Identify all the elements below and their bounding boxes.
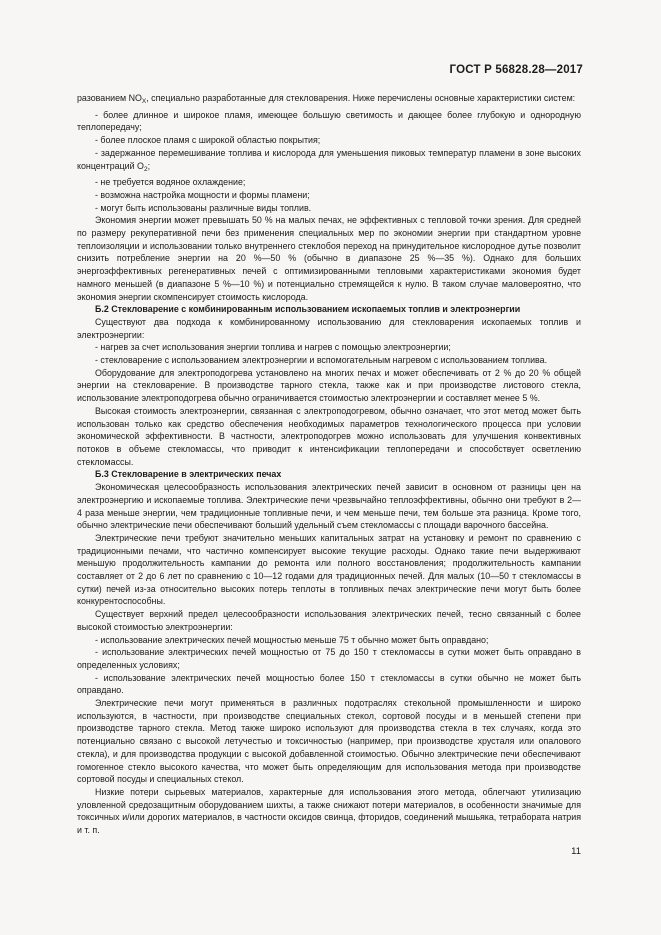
paragraph: Электрические печи требуют значительно меньших капитальных затрат на установку и ремонт по сравнению с традиционными печами, что частично компенсирует высокие текущие расходы. Однако такие печи выдерживают меньшую продолжительность кампании до ремонта или полного восстановления; продолжительность кампании составляет от 2 до 6 лет по сравнению с 10—12 годами для традиционных печей. Для малых (10—50 т стекломассы в сутки) печей из-за относительно высоких потерь теплоты в топливных печах электрические печи могут быть более конкурентоспособны.: [77, 532, 581, 607]
list-item: - использование электрических печей мощностью от 75 до 150 т стекломассы в сутки может быть оправдано в определенных условиях;: [77, 647, 581, 670]
section-heading: Б.3 Стекловарение в электрических печах: [95, 469, 282, 480]
list-item: - использование электрических печей мощностью меньше 75 т обычно может быть оправдано;: [95, 634, 489, 645]
paragraph: Экономия энергии может превышать 50 % на малых печах, не эффективных с тепловой точки зрения. Для средней по размеру рекуперативной печи без применения специальных мер по экономии энергии при стандартном уровне теплоизоляции и использовании только внутреннего стеклобоя переход на принудительное кислородное дутье позволит снизить потребление энергии на 20 %—50 % (обычно в диапазоне 25 %—35 %). Однако для больших энергоэффективных регенеративных печей с оптимизированными тепловыми характеристиками экономия будет намного меньшей (в диапазоне 5 %—10 %) и потенциально стремящейся к нулю. В таком случае маловероятно, что экономия энергии скомпенсирует стоимость кислорода.: [77, 215, 581, 302]
paragraph: [77, 92, 581, 109]
text-fragment: , специально разработанные для стекловарения. Ниже перечислены основные характеристики систем:: [146, 93, 576, 103]
text-fragment: разованием NO: [77, 93, 142, 103]
paragraph: Электрические печи могут применяться в различных подотраслях стекольной промышленности и широко используются, в частности, при производстве специальных стекол, сортовой посуды и в меньшей степени при производстве тарного стекла. Метод также широко используют для производства стекла в тех случаях, когда это потенциально связано с высокой летучестью и токсичностью (например, при производстве хрусталя или опалового стекла), и для производства продукции с высокой добавленной стоимостью. Обычно электрические печи обеспечивают гомогенное стекло высокого качества, что может быть определяющим для использования метода при производстве сортовой посуды и специальных стекол.: [77, 698, 581, 785]
paragraph: Существуют два подхода к комбинированному использованию для стекловарения ископаемых топлив и электроэнергии:: [77, 316, 581, 340]
paragraph: Оборудование для электроподогрева установлено на многих печах и может обеспечивать от 2 % до 20 % общей энергии на стекловарение. В производстве тарного стекла, также как и при производстве листового стекла, использование электроподогрева обычно ограничивается стоимостью электроэнергии и составляет менее 5 %.: [77, 367, 581, 404]
list-item: - использование электрических печей мощностью более 150 т стекломассы в сутки обычно не может быть оправдано.: [77, 672, 581, 696]
text-fragment: ;: [147, 160, 151, 171]
list-item: - нагрев за счет использования энергии топлива и нагрев с помощью электроэнергии;: [95, 342, 451, 353]
document-header: ГОСТ Р 56828.28—2017: [449, 64, 583, 76]
paragraph: Экономическая целесообразность использования электрических печей зависит в основном от разницы цен на электроэнергию и ископаемые топлива. Электрические печи чрезвычайно теплоэффективны, обычно они требуют в 2—4 раза меньше энергии, чем традиционные топливные печи, и чем меньше печи, тем больше эта разница. Кроме того, обычно электрические печи обеспечивают больший удельный съем стекломассы с площади варочного бассейна.: [77, 482, 581, 531]
text-fragment: - задержанное перемешивание топлива и кислорода для уменьшения пиковых температур пламени в зоне высоких концентраций O: [77, 147, 581, 171]
list-item: - стекловарение с использованием электроэнергии и вспомогательным нагревом с использованием топлива.: [95, 355, 548, 366]
list-item: [77, 147, 581, 176]
paragraph: Низкие потери сырьевых материалов, характерные для использования этого метода, облегчают утилизацию уловленной средозащитным оборудованием шихты, а также снижают потери материалов, в особенности значимые для токсичных и/или дорогих материалов, в частности оксидов свинца, фторидов, соединений мышьяка, тетрабората натрия и т. п.: [77, 786, 581, 836]
section-heading: Б.2 Стекловарение с комбинированным использованием ископаемых топлив и электроэнергии: [95, 304, 521, 315]
list-item: - более длинное и широкое пламя, имеющее большую светимость и дающее более глубокую и однородную теплопередачу;: [77, 109, 581, 133]
list-item: - более плоское пламя с широкой областью покрытия;: [95, 135, 321, 146]
document-body: [77, 92, 581, 837]
page-number: 11: [571, 846, 581, 857]
subscript: 2: [143, 165, 148, 173]
paragraph: Существует верхний предел целесообразности использования электрических печей, тесно связанный с более высокой стоимостью электроэнергии:: [77, 609, 581, 632]
list-item: - не требуется водяное охлаждение;: [95, 177, 246, 188]
subscript: X: [141, 98, 147, 105]
paragraph: Высокая стоимость электроэнергии, связанная с электроподогревом, обычно означает, что этот метод может быть использован только как средство обеспечения необходимых параметров технологического процесса при условии экономической эффективности. В частности, электроподогрев можно использовать для улучшения конвективных потоков в объеме стекломассы, что приводит к интенсификации теплопередачи и способствует осветлению стекломассы.: [77, 405, 581, 467]
list-item: - возможна настройка мощности и формы пламени;: [95, 189, 310, 200]
list-item: - могут быть использованы различные виды топлив.: [95, 202, 312, 213]
